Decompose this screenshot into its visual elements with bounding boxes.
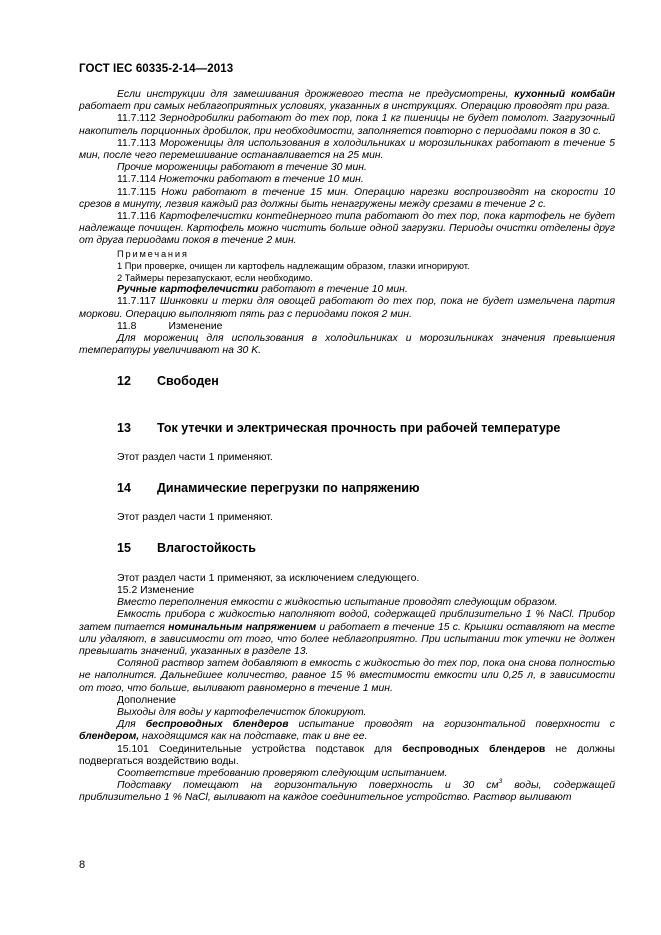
clause-15-101: 15.101 Соединительные устройства подставок для беспроводных блендеров не должны подвергаться воздействию воды. (79, 743, 615, 767)
section-15-heading: 15 Влагостойкость (117, 541, 256, 556)
paragraph-other-ice-cream: Прочие мороженицы работают в течение 30 мин. (117, 162, 367, 174)
paragraph-cordless-blenders: Для беспроводных блендеров испытание проводят на горизонтальной поверхности с блендером, находящимся как на подставке, так и вне ее. (79, 719, 615, 743)
clause-11-7-112: 11.7.112 Зернодробилки работают до тех пор, пока 1 кг пшеницы не будет помолот. Загрузочный накопитель порционных дробилок, при необходимости, заполняется повторно с периодами покоя в 30 с. (79, 113, 616, 137)
note-2: 2 Таймеры перезапускают, если необходимо. (117, 273, 313, 284)
notes-heading: Примечания (117, 248, 189, 259)
section-15-body: Этот раздел части 1 применяют, за исключением следующего. (117, 572, 420, 584)
section-13-heading: 13 Ток утечки и электрическая прочность при рабочей температуре (117, 420, 561, 435)
paragraph-outlets: Выходы для воды у картофелечисток блокируют. (117, 706, 367, 718)
term-rated-voltage: номинальным напряжением (168, 621, 317, 633)
clause-11-8: 11.8 Изменение (117, 320, 223, 332)
section-12-heading: 12 Свободен (117, 374, 219, 389)
clause-11-7-114: 11.7.114 Ножеточки работают в течение 10 мин. (117, 174, 364, 186)
section-13-body: Этот раздел части 1 применяют. (117, 451, 273, 463)
term-food-processor: кухонный комбайн (514, 89, 615, 100)
clause-15-2: 15.2 Изменение (117, 584, 195, 596)
clause-11-8-text: Для морожениц для использования в холодильниках и морозильниках значения превышения температуры увеличивают на 30 K. (79, 333, 615, 357)
clause-15-2-para-2: Соляной раствор затем добавляют в емкость с жидкостью до тех пор, пока она снова полностью не наполнится. Дальнейшее количество, равное 15 % вместимости емкости или 0,25 л, в зависимости от того, что больше, выливают равномерно в течение 1 мин. (79, 658, 615, 694)
term-blender: блендером, (79, 731, 140, 743)
addition-label: Дополнение (117, 694, 177, 706)
clause-11-7-113: 11.7.113 Мороженицы для использования в холодильниках и морозильниках работают в течение 5 мин, после чего перемешивание останавливается на 25 мин. (79, 137, 615, 162)
clause-15-2-replace: Вместо переполнения емкости с жидкостью испытание проводят следующим образом. (117, 597, 558, 609)
clause-15-2-para-1: Емкость прибора с жидкостью наполняют водой, содержащей приблизительно 1 % NaCl. Прибор затем питается номинальным напряжением и работает в течение 15 с. Крышки оставляют на месте или удаляют, в зависимости от того, что более неблагоприятно. При испытании ток утечки не должен превышать значений, указанных в разделе 13. (79, 609, 616, 657)
clause-11-7-116: 11.7.116 Картофелечистки контейнерного типа работают до тех пор, пока картофель не будет надлежаще почищен. Картофель можно чистить больше одной загрузки. Периоды очистки отделены друг от друга периодами покоя в течение 2 мин. (79, 211, 615, 247)
paragraph-compliance: Соответствие требованию проверяют следующим испытанием. (117, 767, 448, 779)
page-content (79, 89, 615, 805)
clause-11-7-115: 11.7.115 Ножи работают в течение 15 мин. Операцию нарезки воспроизводят на скорости 10 срезов в минуту, лезвия каждый раз должны быть ненагружены между срезами в течение 2 с. (79, 186, 616, 210)
paragraph-stand-test: Подставку помещают на горизонтальную поверхность и 30 $см^3$ воды, содержащей приблизительно 1 % NaCl, выливают на каждое соединительное устройство. Раствор выливают (79, 778, 615, 804)
page-header: ГОСТ IEC 60335-2-14—2013 (79, 63, 234, 75)
paragraph-yeast-dough: Если инструкции для замешивания дрожжевого теста не предусмотрены, кухонный комбайн работает при самых неблагоприятных условиях, указанных в инструкциях. Операцию проводят при раза. (79, 89, 615, 113)
clause-11-7-117: 11.7.117 Шинковки и терки для овощей работают до тех пор, пока не будет измельчена партия моркови. Операцию выполняют пять раз с периодами покоя 2 мин. (79, 296, 615, 320)
section-14-heading: 14 Динамические перегрузки по напряжению (117, 481, 420, 496)
section-14-body: Этот раздел части 1 применяют. (117, 512, 273, 524)
page-number: 8 (79, 859, 86, 871)
term-cordless-blenders: беспроводных блендеров (145, 719, 289, 731)
term-cordless-blenders-2: беспроводных блендеров (402, 743, 546, 755)
paragraph-manual-peelers: Ручные картофелечистки работают в течение 10 мин. (117, 284, 408, 296)
note-1: 1 При проверке, очищен ли картофель надлежащим образом, глазки игнорируют. (117, 260, 470, 271)
